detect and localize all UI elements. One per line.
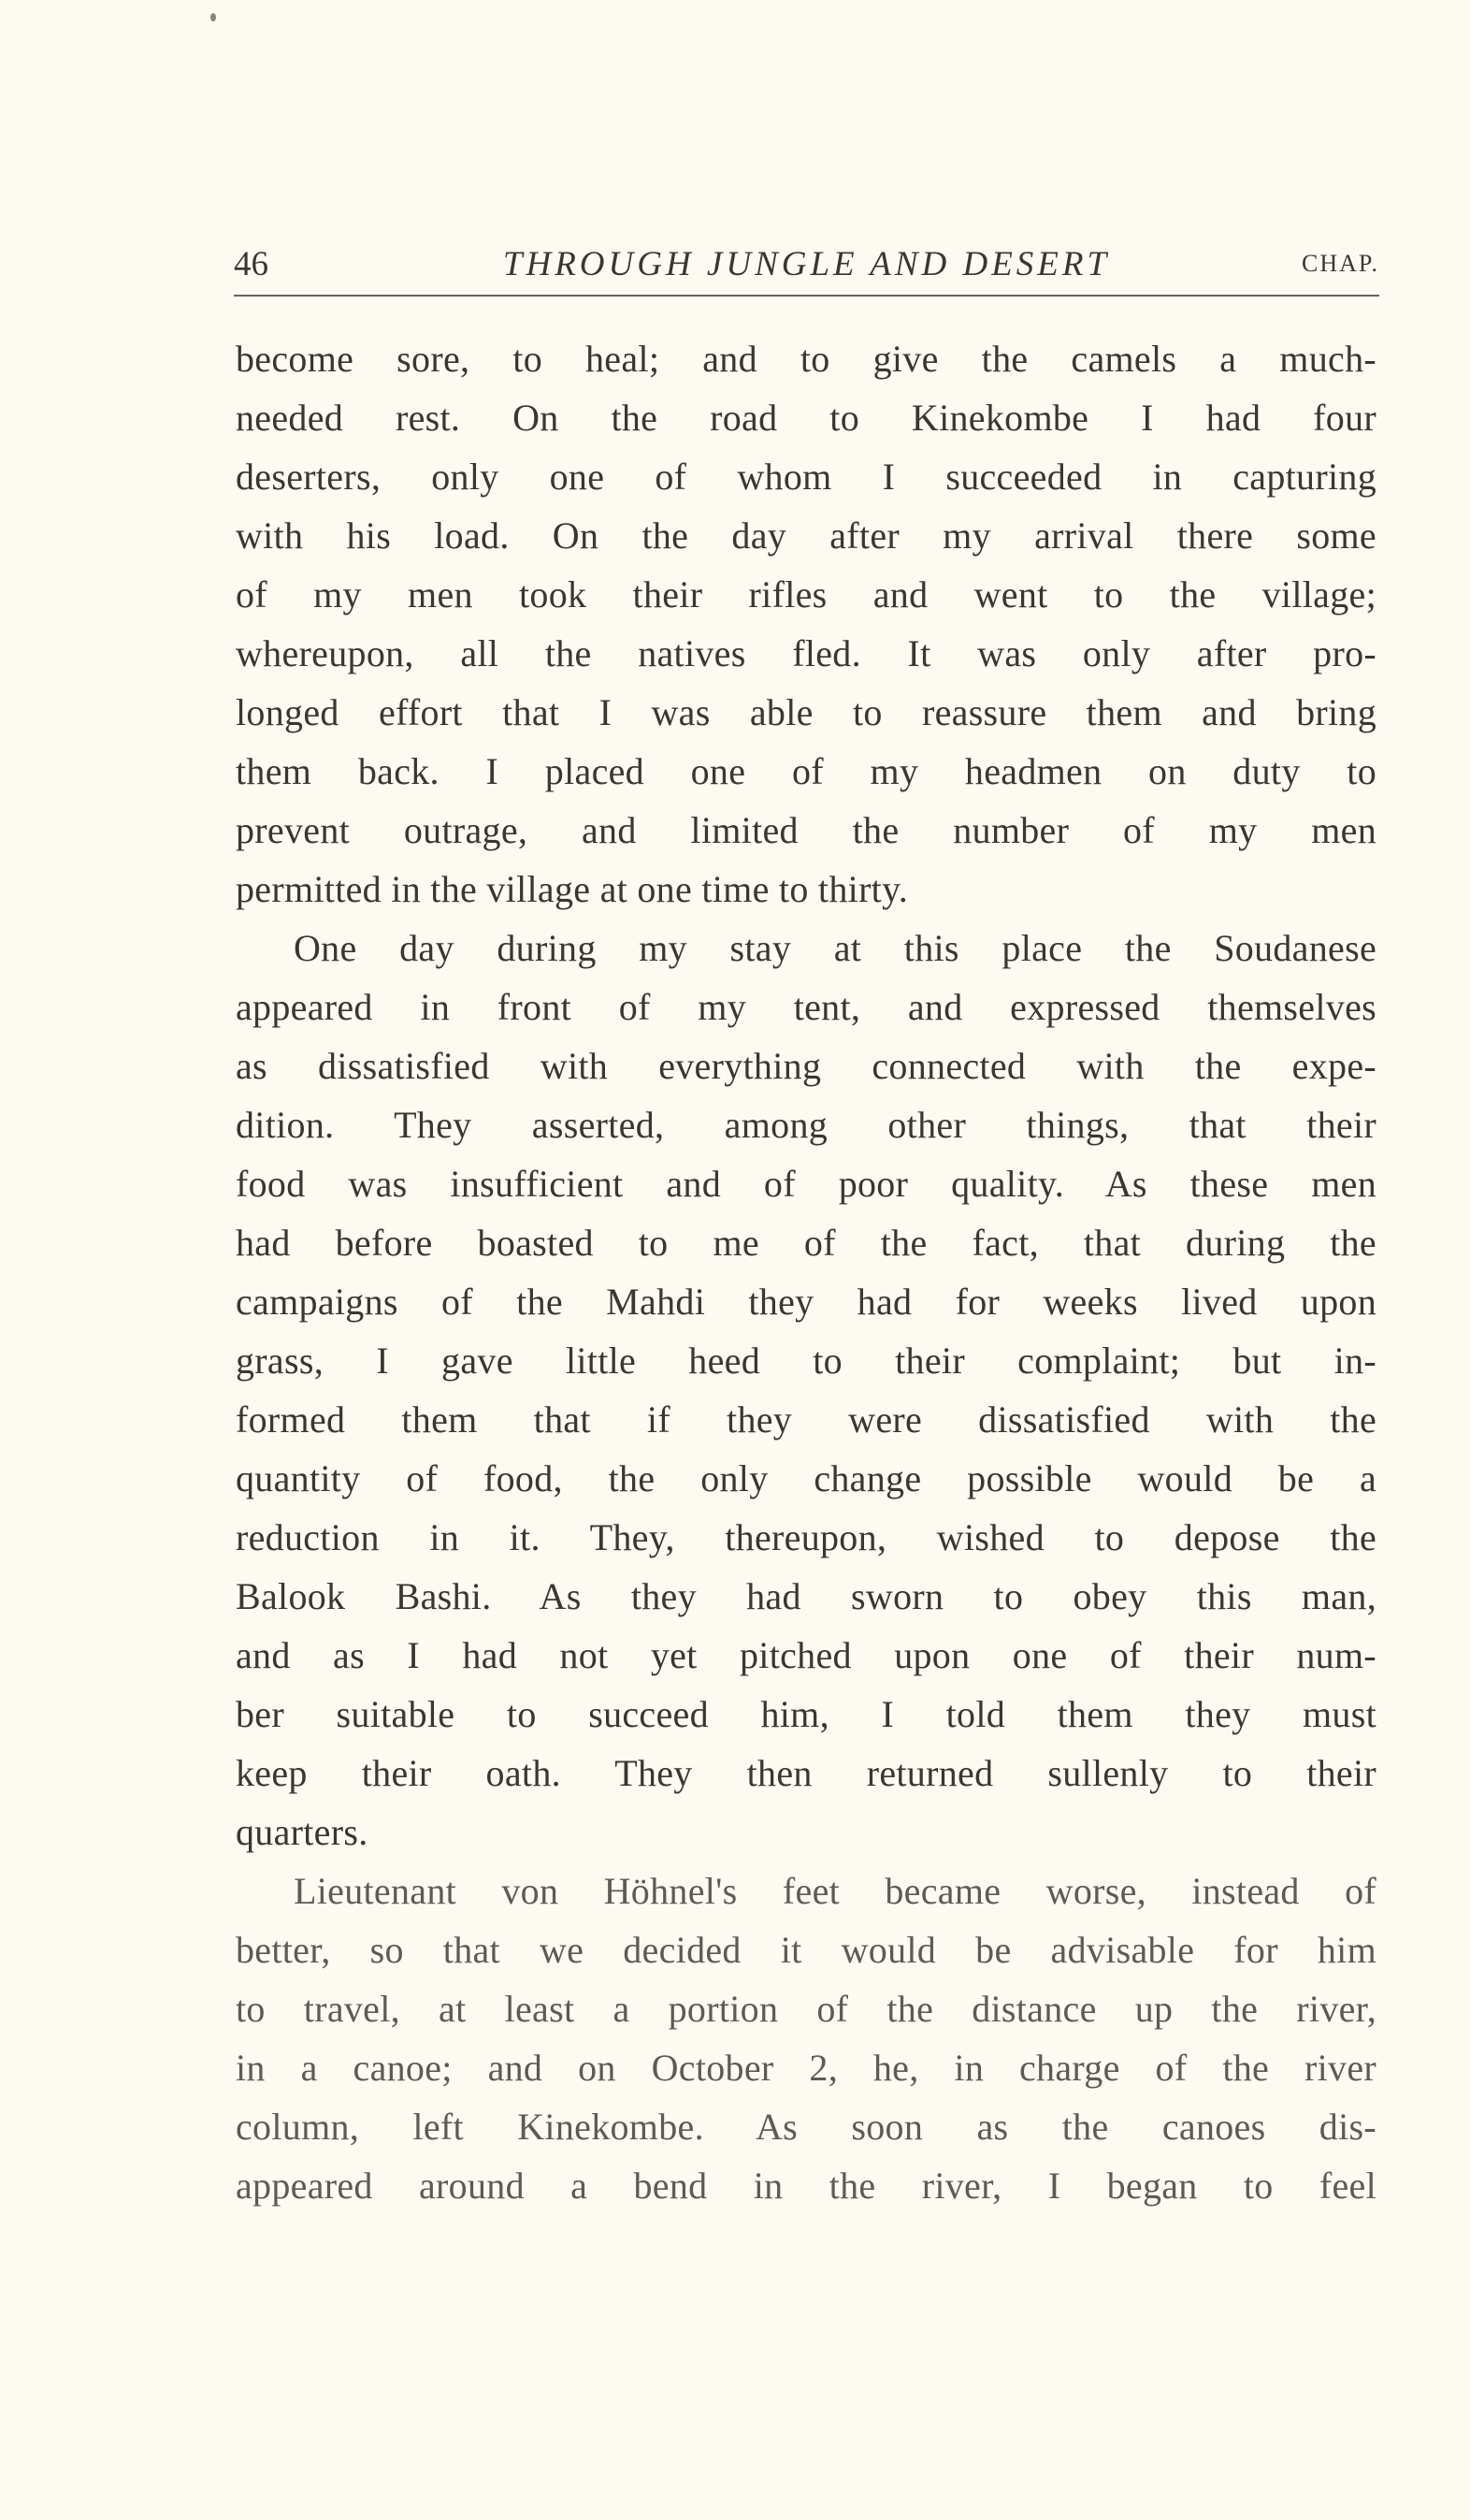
- text-line: needed rest. On the road to Kinekombe I had four: [236, 397, 1376, 439]
- text-line: dition. They asserted, among other things, that their: [236, 1104, 1376, 1146]
- text-line: and as I had not yet pitched upon one of their num-: [236, 1634, 1376, 1676]
- page-number: 46: [234, 245, 268, 283]
- text-line: become sore, to heal; and to give the camels a much-: [236, 338, 1376, 380]
- text-line: in a canoe; and on October 2, he, in charge of the river: [236, 2047, 1376, 2089]
- text-line: with his load. On the day after my arrival there some: [236, 514, 1376, 557]
- text-line: better, so that we decided it would be advisable for him: [236, 1929, 1376, 1971]
- text-line: quarters.: [236, 1811, 368, 1853]
- text-line: deserters, only one of whom I succeeded in capturing: [236, 456, 1376, 498]
- text-line: them back. I placed one of my headmen on duty to: [236, 750, 1376, 792]
- text-line: of my men took their rifles and went to the village;: [236, 573, 1376, 616]
- text-line: as dissatisfied with everything connected with the expe-: [236, 1045, 1376, 1087]
- chapter-marker: CHAP.: [1302, 250, 1379, 277]
- text-line: appeared around a bend in the river, I began to feel: [236, 2165, 1376, 2207]
- text-line: ber suitable to succeed him, I told them they must: [236, 1693, 1376, 1735]
- text-line: had before boasted to me of the fact, that during the: [236, 1222, 1376, 1264]
- text-line: One day during my stay at this place the Soudanese: [294, 927, 1376, 969]
- text-line: Balook Bashi. As they had sworn to obey this man,: [236, 1575, 1376, 1617]
- text-line: campaigns of the Mahdi they had for weeks lived upon: [236, 1281, 1376, 1323]
- running-header: [234, 239, 1379, 297]
- body-text: [236, 329, 1376, 2215]
- text-line: permitted in the village at one time to thirty.: [236, 868, 909, 910]
- text-line: keep their oath. They then returned sullenly to their: [236, 1752, 1376, 1794]
- text-line: Lieutenant von Höhnel's feet became worse, instead of: [294, 1870, 1376, 1912]
- text-line: whereupon, all the natives fled. It was only after pro-: [236, 632, 1376, 674]
- text-line: reduction in it. They, thereupon, wished to depose the: [236, 1516, 1376, 1558]
- text-line: to travel, at least a portion of the distance up the river,: [236, 1988, 1376, 2030]
- text-line: appeared in front of my tent, and expressed themselves: [236, 986, 1376, 1028]
- text-line: food was insufficient and of poor quality. As these men: [236, 1163, 1376, 1205]
- text-line: longed effort that I was able to reassure them and bring: [236, 691, 1376, 733]
- text-line: grass, I gave little heed to their complaint; but in-: [236, 1340, 1376, 1382]
- text-line: quantity of food, the only change possible would be a: [236, 1457, 1376, 1499]
- text-line: prevent outrage, and limited the number of my men: [236, 809, 1376, 851]
- ink-speck: [210, 13, 216, 22]
- text-line: column, left Kinekombe. As soon as the canoes dis-: [236, 2106, 1376, 2148]
- running-title: THROUGH JUNGLE AND DESERT: [502, 245, 1111, 283]
- text-line: formed them that if they were dissatisfied with the: [236, 1398, 1376, 1441]
